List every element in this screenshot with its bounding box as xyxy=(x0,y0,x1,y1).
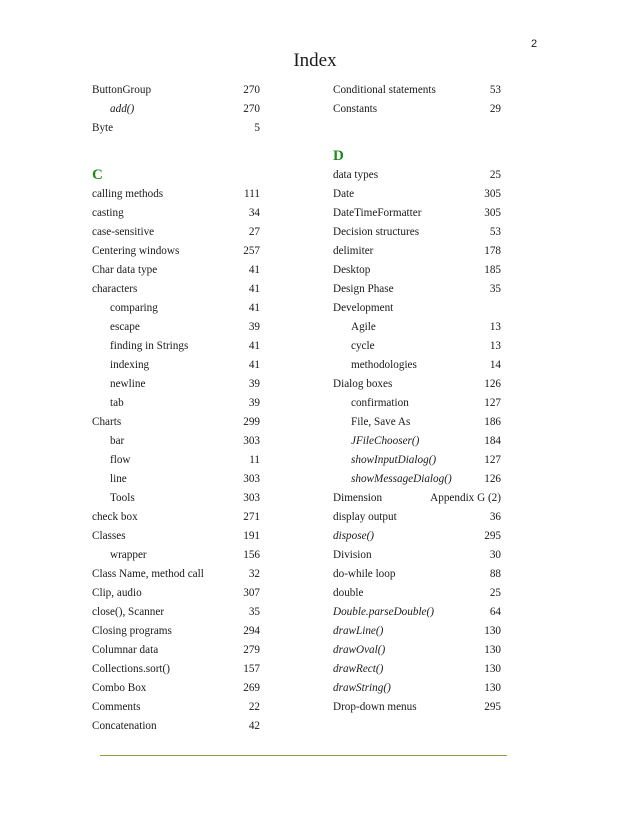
entry-term: wrapper xyxy=(110,549,147,561)
index-entry xyxy=(333,299,501,318)
entry-page-ref: 305 xyxy=(484,207,501,219)
index-entry xyxy=(333,584,501,603)
entry-page-ref: 126 xyxy=(484,378,501,390)
entry-term: indexing xyxy=(110,359,150,371)
entry-page-ref: Appendix G (2) xyxy=(430,492,501,504)
index-entry xyxy=(92,527,260,546)
entry-term: Centering windows xyxy=(92,245,180,257)
entry-term: Closing programs xyxy=(92,625,172,637)
index-subentry xyxy=(333,470,501,489)
footer-rule xyxy=(100,755,507,756)
entry-page-ref: 186 xyxy=(484,416,501,428)
entry-term: Constants xyxy=(333,103,378,115)
entry-term: newline xyxy=(110,378,146,390)
index-subentry xyxy=(92,299,260,318)
entry-page-ref: 184 xyxy=(484,435,501,447)
entry-term: methodologies xyxy=(351,359,417,371)
index-entry xyxy=(92,223,260,242)
section-letter: D xyxy=(333,148,344,164)
entry-page-ref: 257 xyxy=(243,245,260,257)
index-subentry xyxy=(333,413,501,432)
entry-term: Desktop xyxy=(333,264,371,276)
index-subentry xyxy=(92,375,260,394)
entry-term: Char data type xyxy=(92,264,158,276)
entry-term: double xyxy=(333,587,364,599)
entry-term: Comments xyxy=(92,701,141,713)
entry-page-ref: 305 xyxy=(484,188,501,200)
index-subentry xyxy=(92,318,260,337)
spacer xyxy=(333,119,501,138)
entry-page-ref: 30 xyxy=(489,549,501,561)
entry-page-ref: 299 xyxy=(243,416,260,428)
entry-page-ref: 41 xyxy=(248,302,260,314)
index-entry xyxy=(333,660,501,679)
entry-page-ref: 307 xyxy=(243,587,260,599)
entry-page-ref: 303 xyxy=(243,435,260,447)
index-entry xyxy=(92,508,260,527)
index-entry xyxy=(92,204,260,223)
index-entry xyxy=(92,717,260,736)
entry-page-ref: 130 xyxy=(484,625,501,637)
entry-page-ref: 269 xyxy=(243,682,260,694)
index-entry xyxy=(92,698,260,717)
spacer xyxy=(92,138,260,157)
entry-term: tab xyxy=(110,397,124,409)
entry-page-ref: 270 xyxy=(243,84,260,96)
section-letter: C xyxy=(92,167,103,183)
entry-page-ref: 53 xyxy=(489,226,501,238)
entry-page-ref: 64 xyxy=(489,606,501,618)
entry-page-ref: 126 xyxy=(484,473,501,485)
index-entry xyxy=(333,565,501,584)
entry-page-ref: 35 xyxy=(248,606,260,618)
entry-term: Design Phase xyxy=(333,283,394,295)
index-column-left xyxy=(92,81,260,736)
entry-page-ref: 127 xyxy=(484,454,501,466)
index-entry xyxy=(333,280,501,299)
index-entry xyxy=(92,679,260,698)
index-subentry xyxy=(92,356,260,375)
index-entry xyxy=(333,489,501,508)
index-subentry xyxy=(92,489,260,508)
index-entry xyxy=(92,603,260,622)
entry-term: Decision structures xyxy=(333,226,420,238)
index-entry xyxy=(92,81,260,100)
section-heading xyxy=(92,157,260,185)
entry-page-ref: 39 xyxy=(248,321,260,333)
entry-page-ref: 29 xyxy=(489,103,501,115)
entry-term: comparing xyxy=(110,302,158,314)
entry-page-ref: 130 xyxy=(484,663,501,675)
entry-page-ref: 279 xyxy=(243,644,260,656)
entry-page-ref: 14 xyxy=(489,359,501,371)
entry-page-ref: 42 xyxy=(248,720,260,732)
index-entry xyxy=(333,546,501,565)
index-subentry xyxy=(92,100,260,119)
index-entry xyxy=(333,622,501,641)
entry-term: casting xyxy=(92,207,124,219)
index-entry xyxy=(333,603,501,622)
entry-term: showInputDialog() xyxy=(351,454,437,466)
entry-term: cycle xyxy=(351,340,375,352)
entry-page-ref: 157 xyxy=(243,663,260,675)
entry-term: drawString() xyxy=(333,682,391,694)
index-entry xyxy=(333,508,501,527)
entry-term: close(), Scanner xyxy=(92,606,165,618)
entry-page-ref: 295 xyxy=(484,530,501,542)
entry-page-ref: 156 xyxy=(243,549,260,561)
index-subentry xyxy=(92,451,260,470)
index-entry xyxy=(333,698,501,717)
index-subentry xyxy=(92,394,260,413)
entry-page-ref: 127 xyxy=(484,397,501,409)
index-entry xyxy=(333,185,501,204)
entry-term: Drop-down menus xyxy=(333,701,417,713)
index-entry xyxy=(92,185,260,204)
entry-term: check box xyxy=(92,511,138,523)
entry-page-ref: 27 xyxy=(248,226,260,238)
index-entry xyxy=(333,527,501,546)
entry-term: Double.parseDouble() xyxy=(333,606,434,618)
entry-term: characters xyxy=(92,283,138,295)
entry-term: Dimension xyxy=(333,492,383,504)
entry-term: finding in Strings xyxy=(110,340,189,352)
entry-term: DateTimeFormatter xyxy=(333,207,422,219)
index-subentry xyxy=(333,318,501,337)
entry-page-ref: 294 xyxy=(243,625,260,637)
entry-term: bar xyxy=(110,435,125,447)
page-number: 2 xyxy=(531,38,538,50)
entry-term: confirmation xyxy=(351,397,409,409)
index-entry xyxy=(333,261,501,280)
entry-term: data types xyxy=(333,169,379,181)
index-subentry xyxy=(92,470,260,489)
index-entry xyxy=(92,660,260,679)
entry-term: calling methods xyxy=(92,188,164,200)
entry-term: Class Name, method call xyxy=(92,568,204,580)
index-column-right xyxy=(333,81,501,717)
entry-term: Tools xyxy=(110,492,135,504)
entry-page-ref: 35 xyxy=(489,283,501,295)
index-subentry xyxy=(92,337,260,356)
entry-page-ref: 5 xyxy=(254,122,260,134)
index-entry xyxy=(333,679,501,698)
entry-term: File, Save As xyxy=(351,416,411,428)
index-subentry xyxy=(92,432,260,451)
index-entry xyxy=(92,565,260,584)
entry-term: Conditional statements xyxy=(333,84,436,96)
entry-page-ref: 185 xyxy=(484,264,501,276)
entry-page-ref: 88 xyxy=(489,568,501,580)
entry-page-ref: 39 xyxy=(248,397,260,409)
entry-term: Classes xyxy=(92,530,126,542)
entry-page-ref: 270 xyxy=(243,103,260,115)
entry-page-ref: 295 xyxy=(484,701,501,713)
entry-term: line xyxy=(110,473,127,485)
index-entry xyxy=(333,204,501,223)
index-entry xyxy=(333,81,501,100)
entry-page-ref: 25 xyxy=(489,587,501,599)
entry-term: escape xyxy=(110,321,140,333)
entry-page-ref: 34 xyxy=(248,207,260,219)
index-entry xyxy=(92,280,260,299)
entry-term: drawLine() xyxy=(333,625,384,637)
entry-term: display output xyxy=(333,511,397,523)
entry-term: Charts xyxy=(92,416,122,428)
entry-page-ref: 41 xyxy=(248,359,260,371)
entry-page-ref: 178 xyxy=(484,245,501,257)
entry-term: Agile xyxy=(351,321,376,333)
entry-term: Date xyxy=(333,188,355,200)
entry-page-ref: 25 xyxy=(489,169,501,181)
entry-page-ref: 22 xyxy=(248,701,260,713)
entry-page-ref: 130 xyxy=(484,682,501,694)
entry-term: Combo Box xyxy=(92,682,147,694)
entry-page-ref: 271 xyxy=(243,511,260,523)
index-entry xyxy=(92,584,260,603)
index-entry xyxy=(92,242,260,261)
page-title: Index xyxy=(293,50,337,71)
entry-page-ref: 303 xyxy=(243,473,260,485)
entry-page-ref: 53 xyxy=(489,84,501,96)
index-entry xyxy=(92,261,260,280)
index-subentry xyxy=(333,356,501,375)
entry-page-ref: 32 xyxy=(248,568,260,580)
entry-page-ref: 13 xyxy=(489,321,501,333)
index-entry xyxy=(92,119,260,138)
entry-term: Concatenation xyxy=(92,720,157,732)
index-subentry xyxy=(333,432,501,451)
entry-term: showMessageDialog() xyxy=(351,473,452,485)
entry-term: case-sensitive xyxy=(92,226,155,238)
entry-page-ref: 36 xyxy=(489,511,501,523)
entry-term: dispose() xyxy=(333,530,375,542)
entry-page-ref: 130 xyxy=(484,644,501,656)
index-entry xyxy=(333,166,501,185)
entry-term: Division xyxy=(333,549,372,561)
entry-term: flow xyxy=(110,454,131,466)
entry-term: do-while loop xyxy=(333,568,396,580)
index-subentry xyxy=(92,546,260,565)
index-entry xyxy=(333,375,501,394)
entry-page-ref: 41 xyxy=(248,283,260,295)
entry-page-ref: 41 xyxy=(248,264,260,276)
entry-term: Development xyxy=(333,302,394,314)
index-entry xyxy=(92,641,260,660)
index-entry xyxy=(92,622,260,641)
entry-page-ref: 13 xyxy=(489,340,501,352)
index-entry xyxy=(333,242,501,261)
index-subentry xyxy=(333,451,501,470)
index-subentry xyxy=(333,337,501,356)
entry-term: drawOval() xyxy=(333,644,386,656)
entry-term: drawRect() xyxy=(333,663,384,675)
entry-term: Collections.sort() xyxy=(92,663,170,675)
entry-term: delimiter xyxy=(333,245,374,257)
index-entry xyxy=(92,413,260,432)
entry-term: Dialog boxes xyxy=(333,378,393,390)
entry-page-ref: 39 xyxy=(248,378,260,390)
index-entry xyxy=(333,100,501,119)
entry-page-ref: 11 xyxy=(249,454,260,466)
entry-term: Byte xyxy=(92,122,114,134)
entry-term: Clip, audio xyxy=(92,587,142,599)
entry-term: add() xyxy=(110,103,135,115)
index-entry xyxy=(333,641,501,660)
entry-term: JFileChooser() xyxy=(351,435,420,447)
index-entry xyxy=(333,223,501,242)
entry-term: Columnar data xyxy=(92,644,159,656)
entry-page-ref: 303 xyxy=(243,492,260,504)
entry-page-ref: 191 xyxy=(243,530,260,542)
section-heading xyxy=(333,138,501,166)
entry-page-ref: 111 xyxy=(244,188,260,200)
entry-term: ButtonGroup xyxy=(92,84,152,96)
entry-page-ref: 41 xyxy=(248,340,260,352)
index-subentry xyxy=(333,394,501,413)
